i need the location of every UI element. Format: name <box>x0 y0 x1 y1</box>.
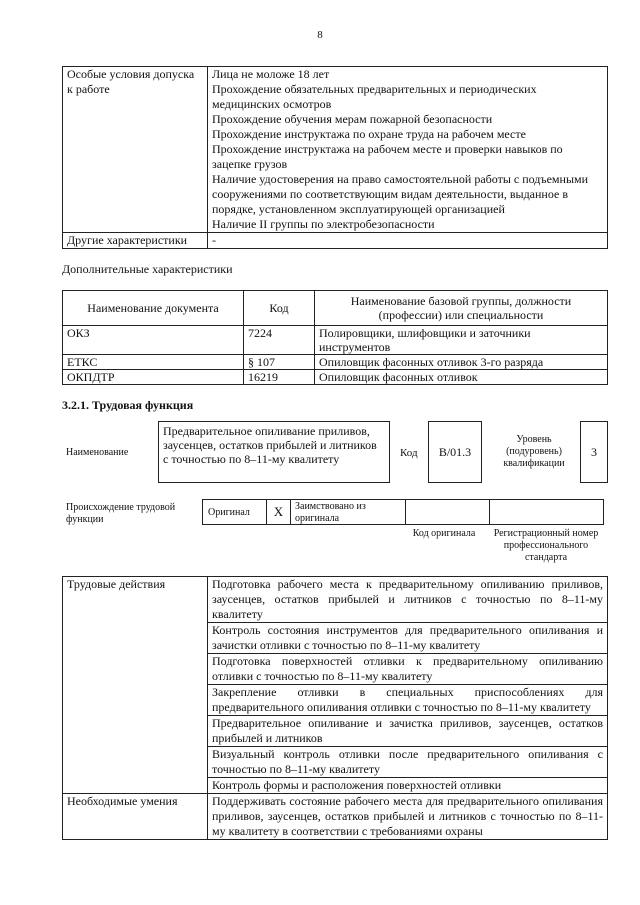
name-cell: Опиловщик фасонных отливок <box>315 370 608 385</box>
code-cell: 16219 <box>244 370 315 385</box>
required-skills-label: Необходимые умения <box>63 794 208 840</box>
conditions-table <box>62 66 608 249</box>
name-cell: Опиловщик фасонных отливок 3-го разряда <box>315 355 608 370</box>
condition-line: Прохождение обучения мерам пожарной безопасности <box>212 112 493 126</box>
special-conditions-value <box>208 67 608 233</box>
condition-line: Прохождение инструктажа по охране труда на рабочем месте <box>212 127 526 141</box>
other-characteristics-label: Другие характеристики <box>63 233 208 249</box>
table-row <box>63 67 608 233</box>
column-header-group-name: Наименование базовой группы, должности (профессии) или специальности <box>315 291 608 326</box>
name-cell: Полировщики, шлифовщики и заточники инструментов <box>315 326 608 355</box>
table-header-row <box>63 291 608 326</box>
function-code-label: Код <box>400 447 418 459</box>
origin-row <box>203 499 608 525</box>
table-row <box>63 233 608 249</box>
doc-cell: ОКЗ <box>63 326 244 355</box>
additional-characteristics-title: Дополнительные характеристики <box>62 262 233 276</box>
registration-number-cell <box>489 499 604 525</box>
condition-line: Прохождение обязательных предварительных и периодических медицинских осмотров <box>212 82 537 111</box>
doc-cell: ЕТКС <box>63 355 244 370</box>
function-name-value: Предварительное опиливание приливов, заусенцев, остатков прибылей и литников с точностью по 8–11-му квалитету <box>158 421 390 483</box>
function-name-label: Наименование <box>66 447 129 458</box>
function-code-value: В/01.3 <box>428 421 482 483</box>
table-row <box>63 370 608 385</box>
condition-line: Лица не моложе 18 лет <box>212 67 330 81</box>
table-row <box>63 355 608 370</box>
column-header-code: Код <box>244 291 315 326</box>
labor-action-item: Закрепление отливки в специальных приспособлениях для предварительного опиливания отливки с точностью по 8–11-му квалитету <box>208 685 608 716</box>
special-conditions-label: Особые условия допуска к работе <box>63 67 208 233</box>
labor-action-item: Подготовка рабочего места к предварительному опиливанию приливов, заусенцев, остатков прибылей и литников с точностью по 8–11-му квалитету <box>208 577 608 623</box>
labor-action-item: Контроль формы и расположения поверхностей отливки <box>208 778 608 794</box>
original-mark: X <box>266 499 291 525</box>
code-cell: § 107 <box>244 355 315 370</box>
column-header-document: Наименование документа <box>63 291 244 326</box>
original-code-cell <box>405 499 490 525</box>
condition-line: Наличие II группы по электробезопасности <box>212 217 435 231</box>
labor-action-item: Визуальный контроль отливки после предварительного опиливания с точностью по 8–11-му квалитету <box>208 747 608 778</box>
qualification-level-label: Уровень (подуровень) квалификации <box>503 434 565 469</box>
borrowed-label: Заимствовано из оригинала <box>290 499 406 525</box>
original-code-caption: Код оригинала <box>412 528 476 539</box>
additional-characteristics-table <box>62 290 608 385</box>
table-row <box>63 326 608 355</box>
registration-number-caption: Регистрационный номер профессионального стандарта <box>493 528 599 563</box>
other-characteristics-value: - <box>208 233 608 249</box>
code-cell: 7224 <box>244 326 315 355</box>
table-row <box>63 794 608 840</box>
doc-cell: ОКПДТР <box>63 370 244 385</box>
origin-label: Происхождение трудовой функции <box>66 502 176 525</box>
labor-action-item: Подготовка поверхностей отливки к предварительному опиливанию отливки с точностью по 8–11-му квалитету <box>208 654 608 685</box>
condition-line: Прохождение инструктажа на рабочем месте и проверки навыков по зацепке грузов <box>212 142 563 171</box>
page-number: 8 <box>317 29 323 41</box>
qualification-level-value: 3 <box>580 421 608 483</box>
required-skill-item: Поддерживать состояние рабочего места для предварительного опиливания приливов, заусенцев, остатков прибылей и литников с точностью по 8–11-му квалитету в соответствии с требованиями охраны <box>208 794 608 840</box>
labor-actions-label: Трудовые действия <box>63 577 208 794</box>
original-label: Оригинал <box>202 499 267 525</box>
labor-function-title: 3.2.1. Трудовая функция <box>62 398 194 412</box>
condition-line: Наличие удостоверения на право самостоятельной работы с подъемными сооружениями по соответствующим видам деятельности, выданное в порядке, установленном эксплуатирующей организацией <box>212 172 589 216</box>
table-row <box>63 577 608 623</box>
labor-action-item: Предварительное опиливание и зачистка приливов, заусенцев, остатков прибылей и литников <box>208 716 608 747</box>
labor-actions-table <box>62 576 608 840</box>
labor-action-item: Контроль состояния инструментов для предварительного опиливания и зачистки отливки с точностью по 8–11-му квалитету <box>208 623 608 654</box>
